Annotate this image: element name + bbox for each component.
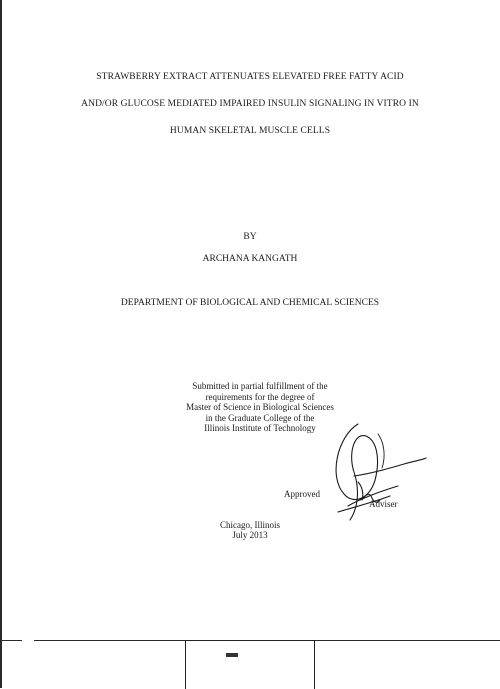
department-name: DEPARTMENT OF BIOLOGICAL AND CHEMICAL SCIENCES	[120, 298, 380, 308]
footer-mark	[226, 653, 238, 657]
place: Chicago, Illinois	[220, 520, 280, 530]
byline: BY	[243, 232, 257, 242]
submission-line-2: requirements for the degree of	[205, 391, 315, 402]
approved-label: Approved	[284, 489, 320, 499]
bottom-rule-left-segment	[0, 640, 22, 641]
footer-binding-box	[185, 640, 315, 689]
author-name: ARCHANA KANGATH	[202, 254, 298, 264]
submission-date: July 2013	[232, 530, 268, 540]
submission-line-5: Illinois Institute of Technology	[204, 423, 316, 433]
adviser-signature	[318, 416, 438, 536]
thesis-title-line-1: STRAWBERRY EXTRACT ATTENUATES ELEVATED FREE FATTY ACID	[96, 72, 404, 82]
adviser-label: Adviser	[369, 499, 398, 509]
submission-line-1: Submitted in partial fulfillment of the	[192, 381, 328, 391]
submission-line-4: in the Graduate College of the	[205, 412, 315, 423]
thesis-title-line-3: HUMAN SKELETAL MUSCLE CELLS	[169, 126, 331, 136]
submission-line-3: Master of Science in Biological Sciences	[186, 402, 334, 412]
thesis-title-line-2: AND/OR GLUCOSE MEDIATED IMPAIRED INSULIN SIGNALING IN VITRO IN	[81, 99, 419, 109]
